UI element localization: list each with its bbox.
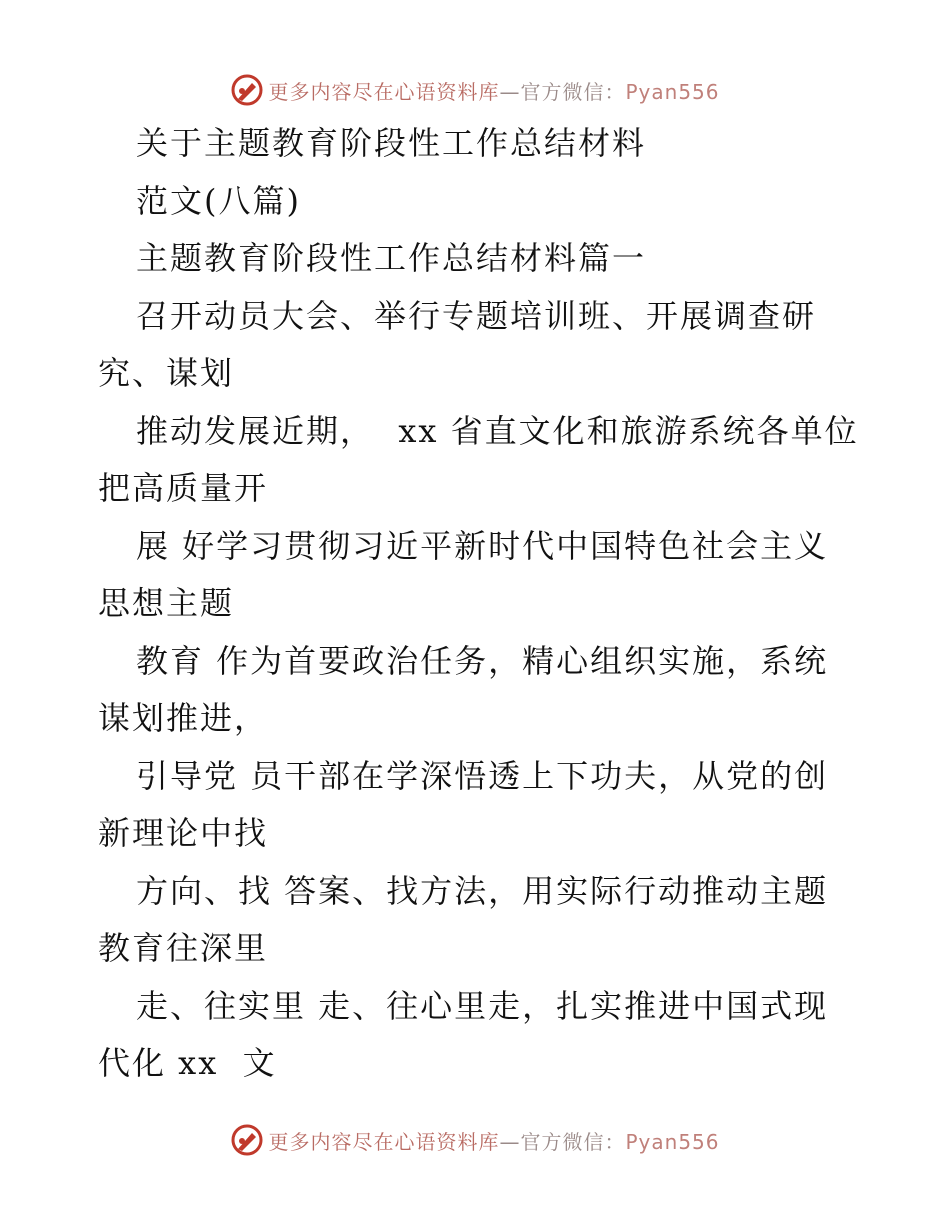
doc-line: 教育往深里 [98,929,269,967]
doc-line: 推动发展近期， xx 省直文化和旅游系统各单位 [136,411,859,450]
doc-line: 走、往实里 走、往心里走，扎实推进中国式现 [136,986,829,1025]
pen-logo-icon [230,73,264,107]
pen-logo-icon [230,1123,264,1157]
doc-line: 主题教育阶段性工作总结材料篇一 [136,239,647,277]
doc-line: 把高质量开 [98,469,269,507]
doc-line: 究、谋划 [98,354,235,392]
header-banner [0,70,950,110]
doc-line: 引导党 员干部在学深悟透上下功夫，从党的创 [136,756,829,795]
doc-line: 方向、找 答案、找方法，用实际行动推动主题 [136,871,829,910]
doc-line: 召开动员大会、举行专题培训班、开展调查研 [136,296,817,335]
banner-text: 更多内容尽在心语资料库—官方微信：Pyan556 [268,1129,720,1154]
doc-line: 思想主题 [98,584,235,622]
footer-banner [0,1120,950,1160]
doc-line: 教育 作为首要政治任务，精心组织实施，系统 [136,641,829,680]
doc-line: 新理论中找 [98,814,269,852]
doc-line: 关于主题教育阶段性工作总结材料 [136,124,647,162]
document-body [98,115,858,1093]
banner-text: 更多内容尽在心语资料库—官方微信：Pyan556 [268,79,720,104]
doc-line: 范文(八篇) [136,181,301,220]
doc-line: 谋划推进， [98,699,269,737]
doc-line: 展 好学习贯彻习近平新时代中国特色社会主义 [136,526,829,565]
doc-line: 代化 xx 文 [98,1044,277,1082]
